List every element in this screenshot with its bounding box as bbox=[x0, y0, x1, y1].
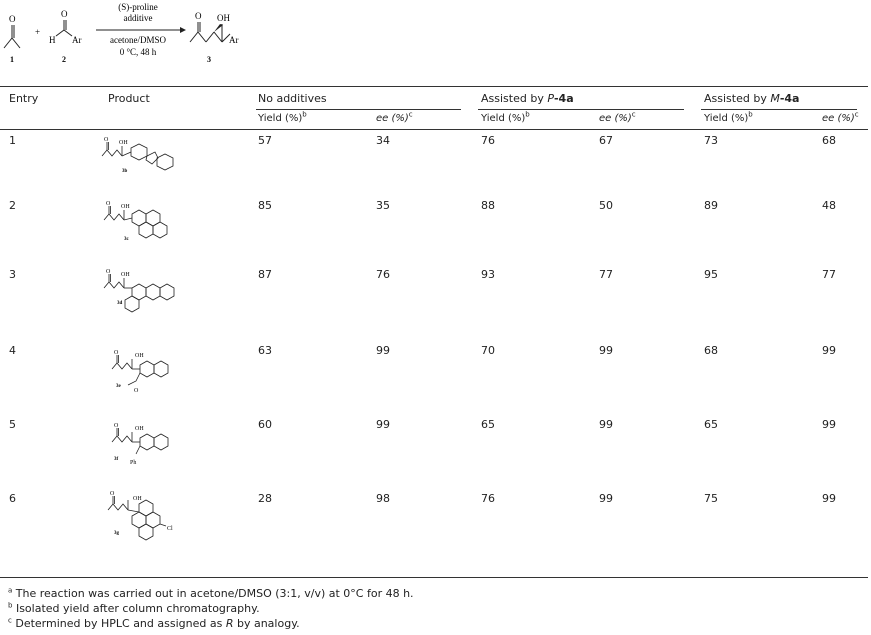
header-assisted-p4a-bold: -4a bbox=[553, 92, 574, 105]
mol-o: O bbox=[104, 137, 109, 143]
cell-entry: 4 bbox=[9, 344, 16, 357]
molecule-3b bbox=[100, 134, 190, 179]
cell-e1: 76 bbox=[376, 268, 390, 281]
footnote-b-mark: b bbox=[8, 601, 13, 610]
subheader-ee-1-sup: c bbox=[408, 110, 413, 119]
footnote-c-mark: c bbox=[8, 616, 12, 625]
cell-e3: 99 bbox=[822, 418, 836, 431]
subheader-ee-2-text: ee (%) bbox=[599, 113, 632, 124]
cell-entry: 6 bbox=[9, 492, 16, 505]
cell-y3: 75 bbox=[704, 492, 718, 505]
cell-e3: 68 bbox=[822, 134, 836, 147]
group3-rule bbox=[701, 109, 857, 110]
cell-y3: 65 bbox=[704, 418, 718, 431]
cell-y3: 89 bbox=[704, 199, 718, 212]
mol-o: O bbox=[106, 201, 111, 207]
cell-entry: 3 bbox=[9, 268, 16, 281]
table-bottom-rule bbox=[0, 577, 868, 578]
footnote-c bbox=[8, 617, 300, 630]
compound-1-label: 1 bbox=[10, 55, 14, 64]
footnote-c-suffix: by analogy. bbox=[233, 617, 300, 630]
molecule-3d bbox=[100, 266, 190, 321]
header-assisted-p4a bbox=[481, 92, 574, 105]
subheader-ee-3-sup: c bbox=[854, 110, 859, 119]
cell-entry: 2 bbox=[9, 199, 16, 212]
compound-3-label: 3 bbox=[207, 55, 211, 64]
table-top-rule bbox=[0, 86, 868, 87]
subheader-yield-3 bbox=[704, 110, 753, 124]
subheader-ee-2-sup: c bbox=[631, 110, 636, 119]
subheader-yield-1 bbox=[258, 110, 307, 124]
header-assisted-p4a-italic: P bbox=[547, 92, 554, 105]
cell-e3: 48 bbox=[822, 199, 836, 212]
mol-id: 3b bbox=[122, 169, 128, 174]
cell-e2: 99 bbox=[599, 418, 613, 431]
subheader-yield-2 bbox=[481, 110, 530, 124]
cell-y1: 28 bbox=[258, 492, 272, 505]
subheader-ee-3-text: ee (%) bbox=[822, 113, 855, 124]
cell-e1: 98 bbox=[376, 492, 390, 505]
cell-y2: 76 bbox=[481, 134, 495, 147]
cell-e1: 35 bbox=[376, 199, 390, 212]
footnote-c-italic: R bbox=[225, 617, 234, 630]
molecule-3c bbox=[100, 198, 190, 248]
mol-id: 3e bbox=[116, 384, 121, 389]
acetone-o-label: O bbox=[9, 14, 16, 24]
cell-y2: 65 bbox=[481, 418, 495, 431]
subheader-ee-1-text: ee (%) bbox=[376, 113, 409, 124]
cell-y1: 63 bbox=[258, 344, 272, 357]
cell-y1: 60 bbox=[258, 418, 272, 431]
mol-id: 3c bbox=[124, 237, 129, 242]
header-product: Product bbox=[108, 92, 150, 105]
molecule-3f bbox=[108, 418, 188, 473]
subheader-yield-3-text: Yield (%) bbox=[704, 113, 749, 124]
mol-oh: OH bbox=[133, 496, 142, 502]
aldehyde-h-label: H bbox=[49, 35, 56, 45]
mol-id: 3f bbox=[114, 457, 119, 462]
footnote-a bbox=[8, 587, 414, 600]
mol-o: O bbox=[114, 350, 119, 356]
cell-y2: 88 bbox=[481, 199, 495, 212]
cell-e2: 99 bbox=[599, 344, 613, 357]
mol-oh: OH bbox=[121, 204, 130, 210]
mol-id: 3d bbox=[117, 301, 123, 306]
subheader-yield-1-sup: b bbox=[302, 110, 307, 119]
mol-o: O bbox=[110, 491, 115, 497]
cell-y3: 73 bbox=[704, 134, 718, 147]
compound-2-label: 2 bbox=[62, 55, 66, 64]
cell-entry: 1 bbox=[9, 134, 16, 147]
cell-e2: 67 bbox=[599, 134, 613, 147]
mol-ph: Ph bbox=[130, 460, 137, 466]
group2-rule bbox=[478, 109, 684, 110]
reagent-line-2: additive bbox=[123, 13, 153, 23]
cell-entry: 5 bbox=[9, 418, 16, 431]
header-bottom-rule bbox=[0, 129, 868, 130]
arrow-head bbox=[180, 27, 186, 33]
cell-e2: 77 bbox=[599, 268, 613, 281]
cell-y3: 95 bbox=[704, 268, 718, 281]
subheader-ee-1 bbox=[376, 110, 413, 124]
cell-y2: 70 bbox=[481, 344, 495, 357]
molecule-3g bbox=[104, 490, 189, 550]
mol-id: 3g bbox=[114, 531, 119, 536]
product-o-label: O bbox=[195, 11, 202, 21]
cell-e2: 50 bbox=[599, 199, 613, 212]
product-structure bbox=[190, 22, 230, 42]
conditions-line-1: acetone/DMSO bbox=[110, 35, 166, 45]
subheader-yield-2-sup: b bbox=[525, 110, 530, 119]
group1-rule bbox=[256, 109, 461, 110]
cell-y1: 87 bbox=[258, 268, 272, 281]
mol-oh: OH bbox=[135, 426, 144, 432]
mol-o: O bbox=[106, 269, 111, 275]
cell-y1: 85 bbox=[258, 199, 272, 212]
header-entry: Entry bbox=[9, 92, 39, 105]
footnote-b-text: Isolated yield after column chromatography. bbox=[15, 602, 260, 615]
cell-y1: 57 bbox=[258, 134, 272, 147]
subheader-yield-1-text: Yield (%) bbox=[258, 113, 303, 124]
footnote-c-text: Determined by HPLC and assigned as bbox=[15, 617, 226, 630]
mol-cl: Cl bbox=[167, 526, 173, 532]
header-assisted-m4a-italic: M bbox=[770, 92, 780, 105]
subheader-yield-3-sup: b bbox=[748, 110, 753, 119]
cell-y2: 76 bbox=[481, 492, 495, 505]
cell-y2: 93 bbox=[481, 268, 495, 281]
footnote-b bbox=[8, 602, 260, 615]
subheader-ee-2 bbox=[599, 110, 636, 124]
header-assisted-m4a bbox=[704, 92, 799, 105]
cell-y3: 68 bbox=[704, 344, 718, 357]
mol-o-methoxy: O bbox=[134, 388, 139, 394]
product-ar-label: Ar bbox=[229, 35, 239, 45]
reaction-scheme bbox=[0, 0, 300, 75]
mol-o: O bbox=[114, 423, 119, 429]
mol-oh: OH bbox=[121, 272, 130, 278]
cell-e3: 77 bbox=[822, 268, 836, 281]
cell-e3: 99 bbox=[822, 344, 836, 357]
acetone-structure bbox=[4, 25, 20, 48]
aldehyde-structure bbox=[56, 20, 72, 36]
conditions-line-2: 0 °C, 48 h bbox=[119, 47, 157, 57]
header-assisted-p4a-prefix: Assisted by bbox=[481, 92, 548, 105]
cell-e3: 99 bbox=[822, 492, 836, 505]
product-oh-label: OH bbox=[217, 13, 230, 23]
cell-e2: 99 bbox=[599, 492, 613, 505]
footnote-a-text: The reaction was carried out in acetone/DMSO (3:1, v/v) at 0°C for 48 h. bbox=[15, 587, 414, 600]
header-assisted-m4a-bold: -4a bbox=[779, 92, 800, 105]
mol-oh: OH bbox=[119, 140, 128, 146]
reagent-line-1: (S)-proline bbox=[118, 2, 158, 12]
cell-e1: 99 bbox=[376, 418, 390, 431]
header-assisted-m4a-prefix: Assisted by bbox=[704, 92, 771, 105]
plus-sign: + bbox=[35, 27, 41, 37]
aldehyde-o-label: O bbox=[61, 9, 68, 19]
mol-oh: OH bbox=[135, 353, 144, 359]
subheader-yield-2-text: Yield (%) bbox=[481, 113, 526, 124]
aldehyde-ar-label: Ar bbox=[72, 35, 82, 45]
molecule-3e bbox=[108, 345, 188, 400]
cell-e1: 99 bbox=[376, 344, 390, 357]
cell-e1: 34 bbox=[376, 134, 390, 147]
subheader-ee-3 bbox=[822, 110, 859, 124]
header-no-additives: No additives bbox=[258, 92, 327, 105]
footnote-a-mark: a bbox=[8, 586, 13, 595]
